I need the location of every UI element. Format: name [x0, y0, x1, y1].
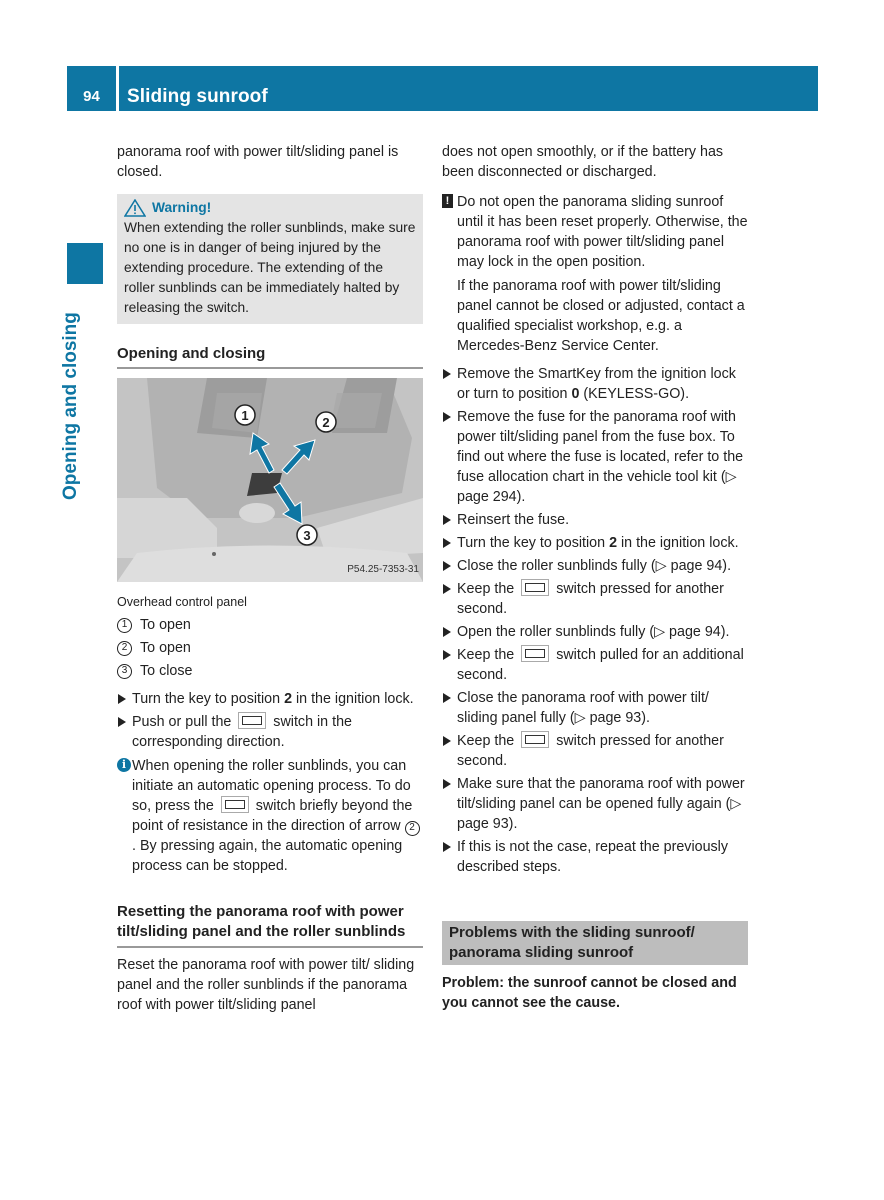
chapter-tab-marker: [67, 243, 103, 284]
roller-sunblind-switch-icon: [221, 796, 249, 813]
intro-text: panorama roof with power tilt/sliding panel is closed.: [117, 144, 399, 180]
step-item: Reinsert the fuse.: [442, 510, 748, 530]
exclamation-icon: !: [442, 194, 453, 208]
problem-statement: Problem: the sunroof cannot be closed and you cannot see the cause.: [442, 975, 737, 1011]
warning-title-text: Warning!: [152, 200, 212, 215]
notice-text: If the panorama roof with power tilt/sliding panel cannot be closed or adjusted, contact a qualified specialist workshop, e.g. a Mercedes-Benz Service Center.: [457, 278, 745, 354]
step-item: If this is not the case, repeat the previously described steps.: [442, 837, 748, 877]
left-column: [117, 142, 423, 1015]
legend-item: [117, 615, 423, 635]
section-heading-opening-closing: Opening and closing: [117, 344, 423, 369]
legend-label: To open: [140, 640, 191, 656]
info-note: i When opening the roller sunblinds, you can initiate an automatic opening process. To do so, press the switch briefly beyond the point of resistance in the direction of arrow 2. By pressing again, the automatic opening process can be stopped.: [117, 756, 423, 876]
step-item: Keep the switch pulled for an additional second.: [442, 645, 748, 685]
step-item: Remove the SmartKey from the ignition lock or turn to position 0 (KEYLESS-GO).: [442, 364, 748, 404]
warning-text: When extending the roller sunblinds, make sure no one is in danger of being injured by the extending procedure. The extending of the roller sunblinds can be immediately halted by releasing the switch.: [124, 220, 416, 315]
legend-label: To open: [140, 617, 191, 633]
overhead-control-panel-figure: [117, 378, 423, 582]
intro-text: does not open smoothly, or if the battery has been disconnected or discharged.: [442, 144, 724, 180]
marker-1-icon: 1: [117, 618, 132, 633]
svg-text:3: 3: [303, 528, 311, 543]
figure-caption: Overhead control panel: [117, 595, 247, 609]
notice-box: [442, 192, 748, 356]
right-column: [442, 142, 748, 1013]
page-title: Sliding sunroof: [127, 86, 268, 107]
step-item: Make sure that the panorama roof with power tilt/sliding panel can be opened fully again (▷ page 93).: [442, 774, 748, 834]
reset-text: Reset the panorama roof with power tilt/ sliding panel and the roller sunblinds if the panorama roof with power tilt/sliding panel: [117, 957, 415, 1013]
step-item: Keep the switch pressed for another second.: [442, 579, 748, 619]
warning-box: [117, 194, 423, 324]
svg-text:2: 2: [322, 415, 330, 430]
step-item: Open the roller sunblinds fully (▷ page 94).: [442, 622, 748, 642]
step-item: Close the panorama roof with power tilt/ sliding panel fully (▷ page 93).: [442, 688, 748, 728]
problems-section-heading: Problems with the sliding sunroof/ panorama sliding sunroof: [442, 921, 748, 965]
step-item: Turn the key to position 2 in the ignition lock.: [442, 533, 748, 553]
overhead-panel-illustration: [117, 378, 423, 582]
notice-text: Do not open the panorama sliding sunroof until it has been reset properly. Otherwise, the panorama roof with power tilt/sliding panel may lock in the open position.: [457, 194, 748, 270]
marker-3-icon: 3: [117, 664, 132, 679]
roller-sunblind-switch-icon: [521, 645, 549, 662]
step-item: Close the roller sunblinds fully (▷ page 94).: [442, 556, 748, 576]
legend-label: To close: [140, 663, 193, 679]
svg-text:1: 1: [241, 408, 249, 423]
legend-item: [117, 661, 423, 681]
roller-sunblind-switch-icon: [521, 731, 549, 748]
info-icon: i: [117, 758, 131, 772]
section-heading-resetting: Resetting the panorama roof with power tilt/sliding panel and the roller sunblinds: [117, 902, 423, 948]
step-item: Keep the switch pressed for another second.: [442, 731, 748, 771]
legend-item: [117, 638, 423, 658]
warning-title: [124, 198, 417, 218]
marker-2-icon: 2: [117, 641, 132, 656]
marker-2-icon: 2: [405, 821, 420, 836]
chapter-label: Opening and closing: [60, 312, 81, 500]
roller-sunblind-switch-icon: [521, 579, 549, 596]
warning-triangle-icon: [124, 199, 146, 217]
step-item: Remove the fuse for the panorama roof with power tilt/sliding panel from the fuse box. To find out where the fuse is located, refer to the fuse allocation chart in the vehicle tool kit (▷ page 294).: [442, 407, 748, 507]
step-item: Push or pull the switch in the corresponding direction.: [117, 712, 423, 752]
roller-sunblind-switch-icon: [238, 712, 266, 729]
figure-code: P54.25-7353-31: [347, 564, 419, 575]
header-divider: [116, 66, 119, 111]
page-number: 94: [83, 88, 100, 105]
step-item: Turn the key to position 2 in the ignition lock.: [117, 689, 423, 709]
